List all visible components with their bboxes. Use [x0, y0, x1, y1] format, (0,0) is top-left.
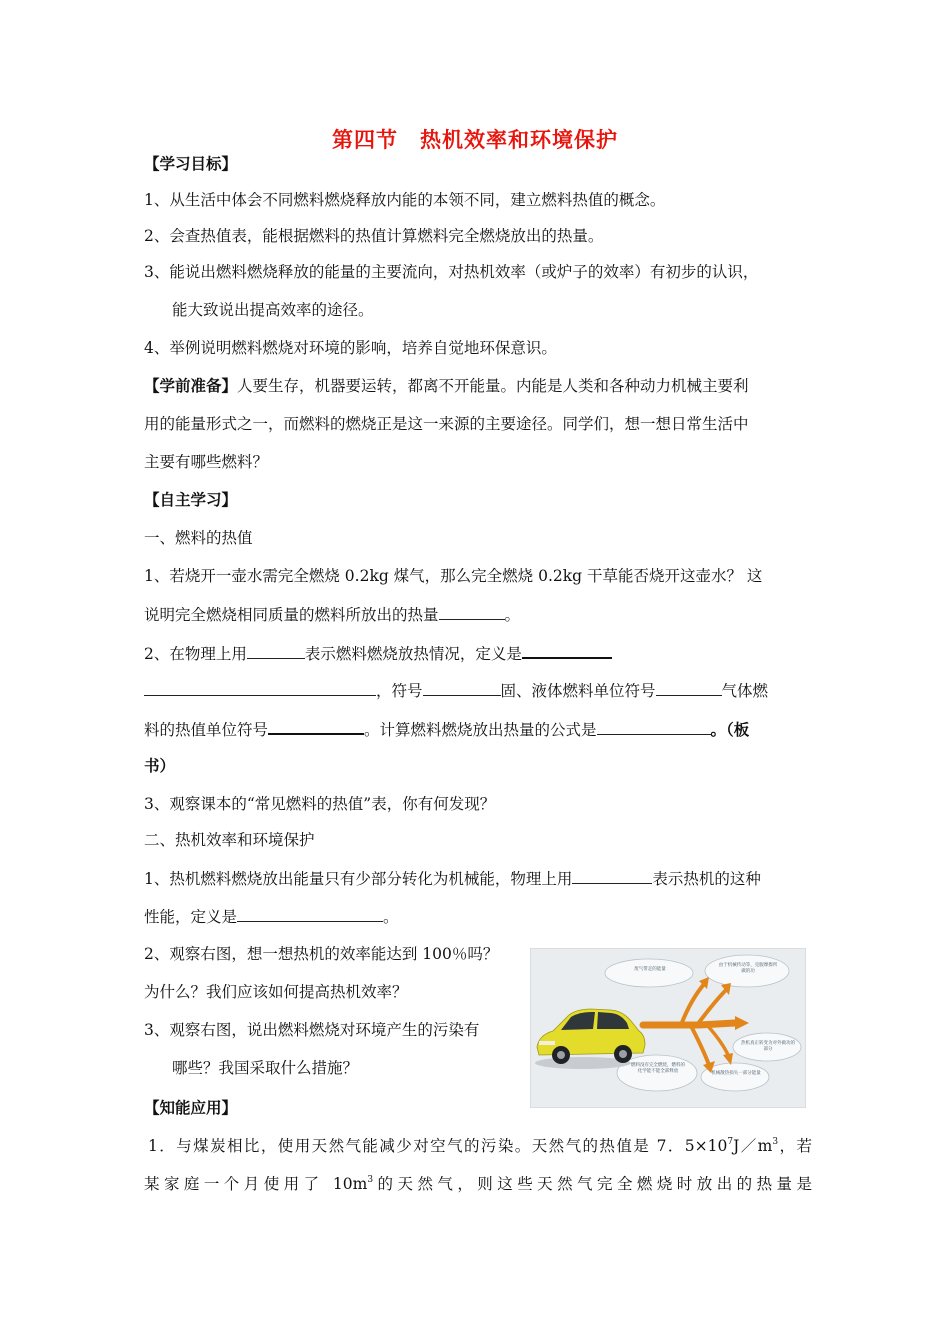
- answer-blank[interactable]: [144, 680, 376, 696]
- question-2-text: 。（板: [710, 721, 750, 739]
- application-text: 1．与煤炭相比，使用天然气能减少对空气的污染。天然气的热值是 7．5×10: [148, 1137, 728, 1155]
- figure-note: 由于机械传动等，克服摩擦所做的功: [718, 963, 778, 974]
- application-text: ，若: [778, 1137, 812, 1155]
- question-2-text: 气体燃: [721, 682, 769, 700]
- question-2-text: 2、在物理上用: [144, 645, 247, 663]
- objectives-heading: 【学习目标】: [144, 155, 238, 173]
- preparation-line-2: 用的能量形式之一，而燃料的燃烧正是这一来源的主要途径。同学们，想一想日常生活中: [144, 415, 749, 433]
- answer-blank[interactable]: [572, 868, 652, 884]
- efficiency-text: 性能，定义是: [144, 908, 238, 926]
- exponent: 3: [367, 1175, 374, 1185]
- preparation-text: 人要生存，机器要运转，都离不开能量。内能是人类和各种动力机械主要利: [237, 377, 749, 395]
- energy-flow-figure: [530, 948, 806, 1108]
- question-2-text: 表示燃料燃烧放热情况，定义是: [304, 645, 522, 663]
- answer-blank[interactable]: [522, 642, 612, 659]
- answer-blank[interactable]: [597, 719, 711, 735]
- preparation-line-3: 主要有哪些燃料？: [144, 453, 269, 471]
- objective-item: 4、举例说明燃料燃烧对环境的影响，培养自觉地环保意识。: [144, 339, 557, 357]
- question-1-line-2: 说明完全燃烧相同质量的燃料所放出的热量 。: [144, 606, 521, 624]
- answer-blank[interactable]: [237, 906, 383, 922]
- question-2-line-3: [144, 718, 812, 740]
- exponent: 7: [727, 1137, 734, 1147]
- application-text: 的天然气，则这些天然气完全燃烧时放出的热量是: [373, 1175, 812, 1193]
- self-study-heading: 【自主学习】: [144, 491, 238, 509]
- application-text: 某家庭一个月使用了 10m: [144, 1175, 368, 1193]
- application-question-1-line-1: [148, 1136, 812, 1156]
- question-2-line-4: 书）: [144, 757, 176, 775]
- figure-note: 废气带走的能量: [634, 967, 666, 972]
- efficiency-question-1-line-2: 性能，定义是 。: [144, 908, 399, 926]
- objective-item: 能大致说出提高效率的途径。: [172, 301, 374, 319]
- question-1-line-1: 1、若烧开一壶水需完全燃烧 0.2kg 煤气，那么完全燃烧 0.2kg 干草能否烧开这壶水？ 这: [144, 567, 763, 585]
- preparation-line-1: [144, 376, 812, 396]
- efficiency-text: 表示热机的这种: [652, 870, 761, 888]
- preparation-heading: 【学前准备】: [144, 377, 238, 395]
- efficiency-text: 1、热机燃料燃烧放出能量只有少部分转化为机械能，物理上用: [144, 870, 573, 888]
- efficiency-question-3-line-1: 3、观察右图，说出燃料燃烧对环境产生的污染有: [144, 1021, 480, 1039]
- efficiency-question-3-line-2: 哪些？我国采取什么措施？: [172, 1059, 359, 1077]
- answer-blank[interactable]: [439, 604, 505, 620]
- answer-blank[interactable]: [656, 680, 722, 696]
- answer-blank[interactable]: [423, 680, 501, 696]
- efficiency-question-1-line-1: [144, 868, 812, 889]
- energy-arrows: [643, 983, 735, 1065]
- application-text: J／m: [733, 1137, 773, 1155]
- question-2-line-1: [144, 642, 812, 664]
- efficiency-question-2-line-1: 2、观察右图，想一想热机的效率能达到 100％吗？: [144, 945, 499, 963]
- question-2-line-2: [144, 680, 812, 701]
- answer-blank[interactable]: [268, 718, 364, 735]
- section-efficiency: 二、热机效率和环境保护: [144, 831, 315, 849]
- question-3: 3、观察课本的“常见燃料的热值”表，你有何发现？: [144, 795, 496, 813]
- figure-note: 热机真正转变为对外做功的部分: [741, 1041, 795, 1052]
- figure-note: 机械散热损失一部分能量: [711, 1071, 761, 1076]
- question-1-text: 说明完全燃烧相同质量的燃料所放出的热量: [144, 606, 439, 624]
- figure-note: 燃料没有完全燃烧，燃料的化学能不能全部释放: [631, 1063, 685, 1074]
- bubble-exhaust: [605, 959, 693, 987]
- section-heat-value: 一、燃料的热值: [144, 529, 253, 547]
- question-2-text: 。计算燃料燃烧放出热量的公式是: [364, 721, 597, 739]
- question-2-text: ，符号: [376, 682, 423, 700]
- yellow-car: [535, 1009, 645, 1069]
- page-title: 第四节 热机效率和环境保护: [332, 128, 618, 152]
- exponent: 3: [772, 1137, 779, 1147]
- objective-item: 3、能说出燃料燃烧释放的能量的主要流向，对热机效率（或炉子的效率）有初步的认识，: [144, 263, 759, 281]
- question-2-text: 料的热值单位符号: [144, 721, 269, 739]
- application-heading: 【知能应用】: [144, 1099, 238, 1117]
- objective-item: 1、从生活中体会不同燃料燃烧释放内能的本领不同，建立燃料热值的概念。: [144, 191, 666, 209]
- answer-blank[interactable]: [247, 643, 305, 659]
- question-2-text: 固、液体燃料单位符号: [500, 682, 656, 700]
- application-question-1-line-2: [144, 1174, 812, 1194]
- objective-item: 2、会查热值表，能根据燃料的热值计算燃料完全燃烧放出的热量。: [144, 227, 604, 245]
- efficiency-question-2-line-2: 为什么？我们应该如何提高热机效率？: [144, 983, 408, 1001]
